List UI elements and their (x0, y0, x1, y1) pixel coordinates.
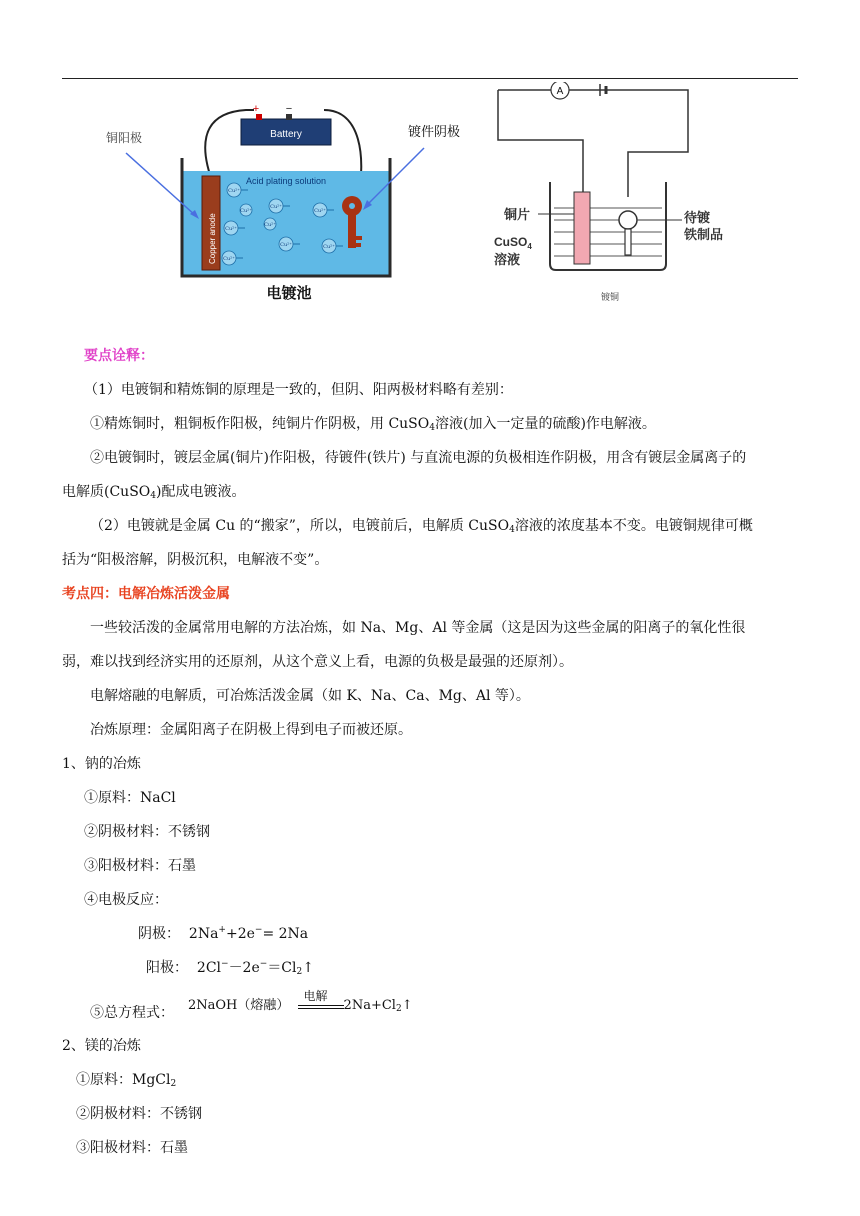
key-points-heading: 要点诠释： (84, 348, 154, 364)
svg-text:A: A (556, 86, 564, 97)
sodium-raw-material: ①原料：NaCl (84, 790, 176, 806)
battery-label: Battery (270, 129, 302, 140)
ion-label: Cu²⁺ (264, 222, 276, 228)
magnesium-raw-material: ①原料：MgCl$_2$ (76, 1072, 177, 1089)
copper-plate (574, 192, 590, 264)
header-rule (62, 78, 798, 79)
paragraph-4-line-2: 括为“阳极溶解，阴极沉积，电解液不变”。 (62, 552, 329, 568)
section-heading-4: 考点四：电解冶炼活泼金属 (62, 586, 230, 602)
figure-caption-left: 电镀池 (266, 284, 312, 302)
paragraph-2: ①精炼铜时，粗铜板作阳极，纯铜片作阴极，用 CuSO$_4$溶液(加入一定量的硫酸)作电解液。 (90, 416, 656, 433)
paragraph-5-line-2: 弱，难以找到经济实用的还原剂，从这个意义上看，电源的负极是最强的还原剂）。 (62, 654, 573, 670)
solution-label: Acid plating solution (246, 176, 327, 186)
item-label: 待镀 (684, 211, 711, 226)
svg-text:溶液: 溶液 (494, 253, 521, 268)
paragraph-6: 电解熔融的电解质，可冶炼活泼金属（如 K、Na、Ca、Mg、Al 等）。 (90, 688, 530, 704)
svg-text:+: + (252, 103, 260, 115)
ion-label: Cu²⁺ (228, 188, 240, 194)
ion-label: Cu²⁺ (314, 208, 326, 214)
ion-label: Cu²⁺ (225, 226, 237, 232)
ion-label: Cu²⁺ (223, 256, 235, 262)
paragraph-5-line-1: 一些较活泼的金属常用电解的方法冶炼，如 Na、Mg、Al 等金属（这是因为这些金属的阳离子的氧化性很 (90, 620, 746, 636)
paragraph-3-line-1: ②电镀铜时，镀层金属(铜片)作阳极，待镀件(铁片) 与直流电源的负极相连作阴极，用含有镀层金属离子的 (90, 450, 747, 466)
sodium-cathode-material: ②阴极材料：不锈钢 (84, 824, 210, 840)
svg-text:−: − (285, 103, 293, 115)
plated-cathode-label: 镀件阴极 (408, 125, 461, 140)
reaction-condition: 电解 (303, 989, 328, 1003)
paragraph-7: 冶炼原理：金属阳离子在阴极上得到电子而被还原。 (90, 722, 412, 738)
paragraph-1: （1）电镀铜和精炼铜的原理是一致的，但阴、阳两极材料略有差别： (84, 382, 513, 398)
ion-label: Cu²⁺ (280, 242, 292, 248)
sodium-anode-material: ③阳极材料：石墨 (84, 858, 196, 874)
figure-caption-right: 镀铜 (600, 293, 620, 303)
copper-anode-label: 铜阳极 (106, 131, 143, 145)
cathode-reaction: 阴极： 2Na++2e−= 2Na (138, 925, 309, 942)
copper-plating-figure (488, 82, 748, 308)
anode-reaction: 阳极： $2Cl^--2e^-=Cl_2↑$ (146, 959, 314, 977)
magnesium-anode-material: ③阳极材料：石墨 (76, 1140, 188, 1156)
total-equation: 2NaOH（熔融） 电解 $2Na+Cl_2↑$ (188, 996, 413, 1016)
iron-key-icon (619, 211, 637, 255)
ion-label: Cu²⁺ (323, 244, 335, 250)
paragraph-4-line-1: （2）电镀就是金属 Cu 的“搬家”，所以，电镀前后，电解质 CuSO$_4$溶液的浓度基本不变。电镀铜规律可概 (90, 518, 753, 535)
svg-text:铁制品: 铁制品 (684, 228, 724, 243)
copper-plate-label: 铜片 (504, 208, 531, 223)
paragraph-3-line-2: 电解质(CuSO$_4$)配成电镀液。 (62, 484, 246, 501)
subheading-magnesium: 2、镁的冶炼 (62, 1038, 141, 1054)
ion-label: Cu²⁺ (270, 204, 282, 210)
cuso4-label: CuSO$_4$ (494, 235, 532, 251)
svg-text:Copper anode: Copper anode (208, 213, 217, 264)
electroplating-cell-figure (96, 98, 476, 310)
total-equation-label: ⑤总方程式： (90, 1005, 174, 1021)
subheading-sodium: 1、钠的冶炼 (62, 756, 141, 772)
ion-label: Cu²⁺ (240, 208, 252, 214)
magnesium-cathode-material: ②阴极材料：不锈钢 (76, 1106, 202, 1122)
sodium-electrode-reactions: ④电极反应： (84, 892, 168, 908)
